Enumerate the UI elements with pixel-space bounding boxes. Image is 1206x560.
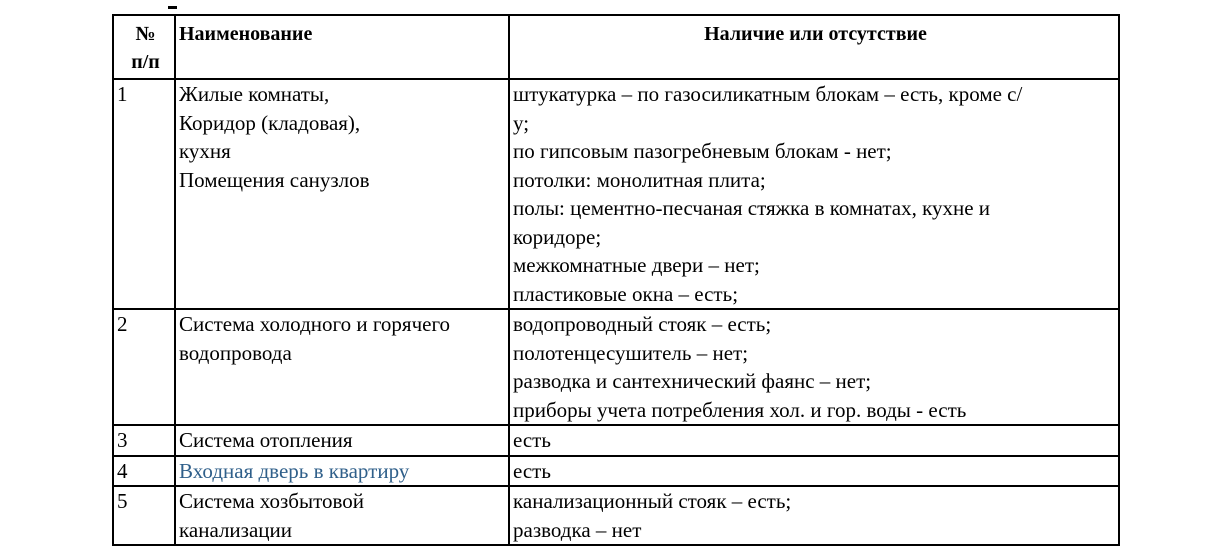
row-status-line: полы: цементно-песчаная стяжка в комнатах, кухне и — [513, 196, 991, 220]
row-name-line: Система отопления — [179, 428, 353, 452]
table-row — [113, 79, 1119, 309]
row-status-line: разводка и сантехнический фаянс – нет; — [513, 369, 872, 393]
row-number: 4 — [113, 456, 175, 487]
row-number: 2 — [113, 309, 175, 425]
row-status-line: есть — [513, 458, 551, 483]
row-status-line: потолки: монолитная плита; — [513, 167, 766, 192]
row-name-line: Коридор (кладовая), — [179, 110, 361, 135]
row-number: 3 — [113, 425, 175, 456]
table-row — [113, 309, 1119, 425]
entrance-door-link[interactable]: Входная дверь в квартиру — [179, 458, 410, 483]
row-status — [509, 486, 1119, 545]
row-status-line: канализационный стояк – есть; — [513, 489, 792, 513]
table-header-row — [113, 15, 1119, 79]
row-name-line: водопровода — [179, 340, 292, 365]
row-status — [509, 456, 1119, 487]
row-status — [509, 309, 1119, 425]
row-name — [175, 425, 509, 456]
row-status-line: есть — [513, 428, 551, 452]
row-status-line: разводка – нет — [513, 517, 642, 542]
row-status-line: пластиковые окна – есть; — [513, 281, 739, 306]
row-status-line: у; — [513, 110, 530, 135]
row-status — [509, 79, 1119, 309]
row-name-line: канализации — [179, 517, 292, 542]
row-name-line: кухня — [179, 139, 231, 163]
row-name — [175, 79, 509, 309]
header-number-line: № — [135, 23, 156, 45]
row-name — [175, 486, 509, 545]
row-status-line: межкомнатные двери – нет; — [513, 253, 760, 277]
row-name — [175, 309, 509, 425]
row-number: 5 — [113, 486, 175, 545]
row-status-line: штукатурка – по газосиликатным блокам – есть, кроме с/ — [513, 82, 1023, 106]
row-status-line: приборы учета потребления хол. и гор. воды - есть — [513, 397, 967, 422]
header-status: Наличие или отсутствие — [509, 15, 1119, 79]
row-status-line: по гипсовым пазогребневым блокам - нет; — [513, 139, 892, 163]
table-row — [113, 486, 1119, 545]
row-name-line: Система холодного и горячего — [179, 312, 451, 336]
header-number — [113, 15, 175, 79]
table-row — [113, 425, 1119, 456]
row-status-line: полотенцесушитель – нет; — [513, 340, 749, 365]
row-status — [509, 425, 1119, 456]
table-row — [113, 456, 1119, 487]
page-mark — [168, 6, 177, 9]
row-name-line: Жилые комнаты, — [179, 82, 330, 106]
header-number-line: п/п — [131, 51, 160, 73]
row-name-line: Помещения санузлов — [179, 167, 370, 192]
row-number: 1 — [113, 79, 175, 309]
row-status-line: водопроводный стояк – есть; — [513, 312, 772, 336]
header-name: Наименование — [175, 15, 509, 79]
row-status-line: коридоре; — [513, 224, 602, 249]
row-name-line: Система хозбытовой — [179, 489, 364, 513]
row-name — [175, 456, 509, 487]
equipment-table — [112, 14, 1120, 546]
